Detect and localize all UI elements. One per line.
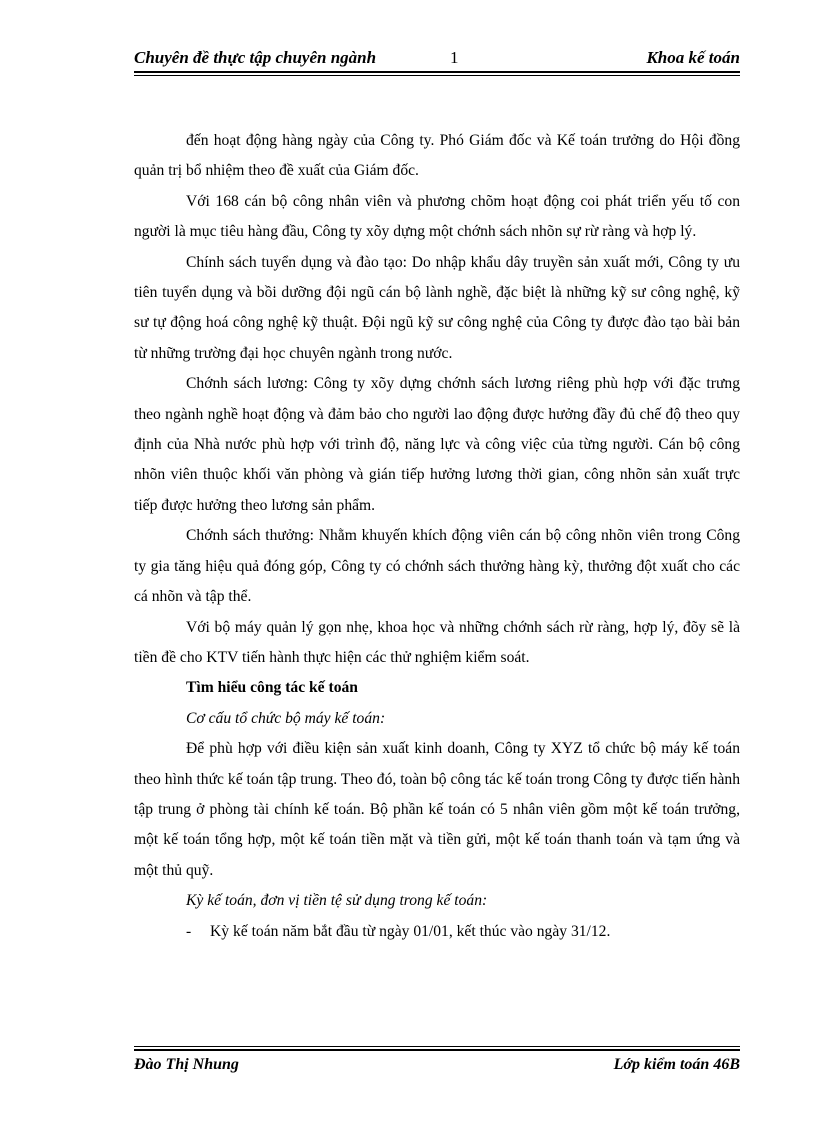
bullet-item [134, 917, 740, 947]
page-footer [134, 1046, 740, 1086]
page-number: 1 [450, 48, 459, 67]
header-department: Khoa kế toán [646, 48, 740, 67]
paragraph: Để phù hợp với điều kiện sản xuất kinh doanh, Công ty XYZ tổ chức bộ máy kế toán theo hình thức kế toán tập trung. Theo đó, toàn bộ công tác kế toán trong Công ty được tiến hành tập trung ở phòng tài chính kế toán. Bộ phần kế toán có 5 nhân viên gồm một kế toán trưởng, một kế toán tổng hợp, một kế toán tiền mặt và tiền gửi, một kế toán thanh toán và tạm ứng và một thủ quỹ. [134, 740, 740, 879]
header-rule-thin [134, 75, 740, 76]
footer-rule-thin [134, 1046, 740, 1047]
section-heading: Tìm hiểu công tác kế toán [186, 679, 358, 697]
subsection-heading: Kỳ kế toán, đơn vị tiền tệ sử dụng trong kế toán: [186, 892, 488, 910]
footer-author: Đào Thị Nhung [134, 1056, 239, 1073]
paragraph: Chớnh sách lương: Công ty xõy dựng chớnh sách lương riêng phù hợp với đặc trưng theo ngành nghề hoạt động và đảm bảo cho người lao động được hưởng đầy đủ chế độ theo quy định của Nhà nước phù hợp với trình độ, năng lực và công việc của từng người. Cán bộ công nhõn viên thuộc khối văn phòng và gián tiếp hưởng lương thời gian, công nhõn sản xuất trực tiếp được hưởng theo lương sản phẩm. [134, 375, 740, 514]
paragraph: Chính sách tuyển dụng và đào tạo: Do nhập khẩu dây truyền sản xuất mới, Công ty ưu tiên tuyển dụng và bồi dưỡng đội ngũ cán bộ lành nghề, đặc biệt là những kỹ sư công nghệ, kỹ sư tự động hoá công nghệ kỹ thuật. Đội ngũ kỹ sư công nghệ của Công ty được đào tạo bài bản từ những trường đại học chuyên ngành trong nước. [134, 253, 740, 362]
header-title: Chuyên đề thực tập chuyên ngành [134, 48, 377, 67]
header-rule-thick [134, 71, 740, 73]
paragraph: Chớnh sách thưởng: Nhằm khuyến khích động viên cán bộ công nhõn viên trong Công ty gia tăng hiệu quả đóng góp, Công ty có chớnh sách thưởng hàng kỳ, thưởng đột xuất cho các cá nhõn và tập thể. [134, 527, 740, 606]
bullet-dash: - [186, 922, 192, 940]
bullet-text: Kỳ kế toán năm bắt đầu từ ngày 01/01, kết thúc vào ngày 31/12. [210, 922, 611, 940]
page-body [134, 126, 740, 947]
subsection-heading: Cơ cấu tổ chức bộ máy kế toán: [186, 709, 386, 727]
paragraph: Với 168 cán bộ công nhân viên và phương chõm hoạt động coi phát triển yếu tố con người là mục tiêu hàng đầu, Công ty xõy dựng một chớnh sách nhõn sự rừ ràng và hợp lý. [134, 192, 740, 241]
footer-rule-thick [134, 1049, 740, 1051]
page-header [134, 44, 740, 72]
footer-class: Lớp kiểm toán 46B [613, 1056, 740, 1073]
paragraph: đến hoạt động hàng ngày của Công ty. Phó Giám đốc và Kế toán trưởng do Hội đồng quản trị bổ nhiệm theo đề xuất của Giám đốc. [134, 132, 740, 180]
paragraph: Với bộ máy quản lý gọn nhẹ, khoa học và những chớnh sách rừ ràng, hợp lý, đõy sẽ là tiền đề cho KTV tiến hành thực hiện các thử nghiệm kiểm soát. [134, 618, 740, 666]
